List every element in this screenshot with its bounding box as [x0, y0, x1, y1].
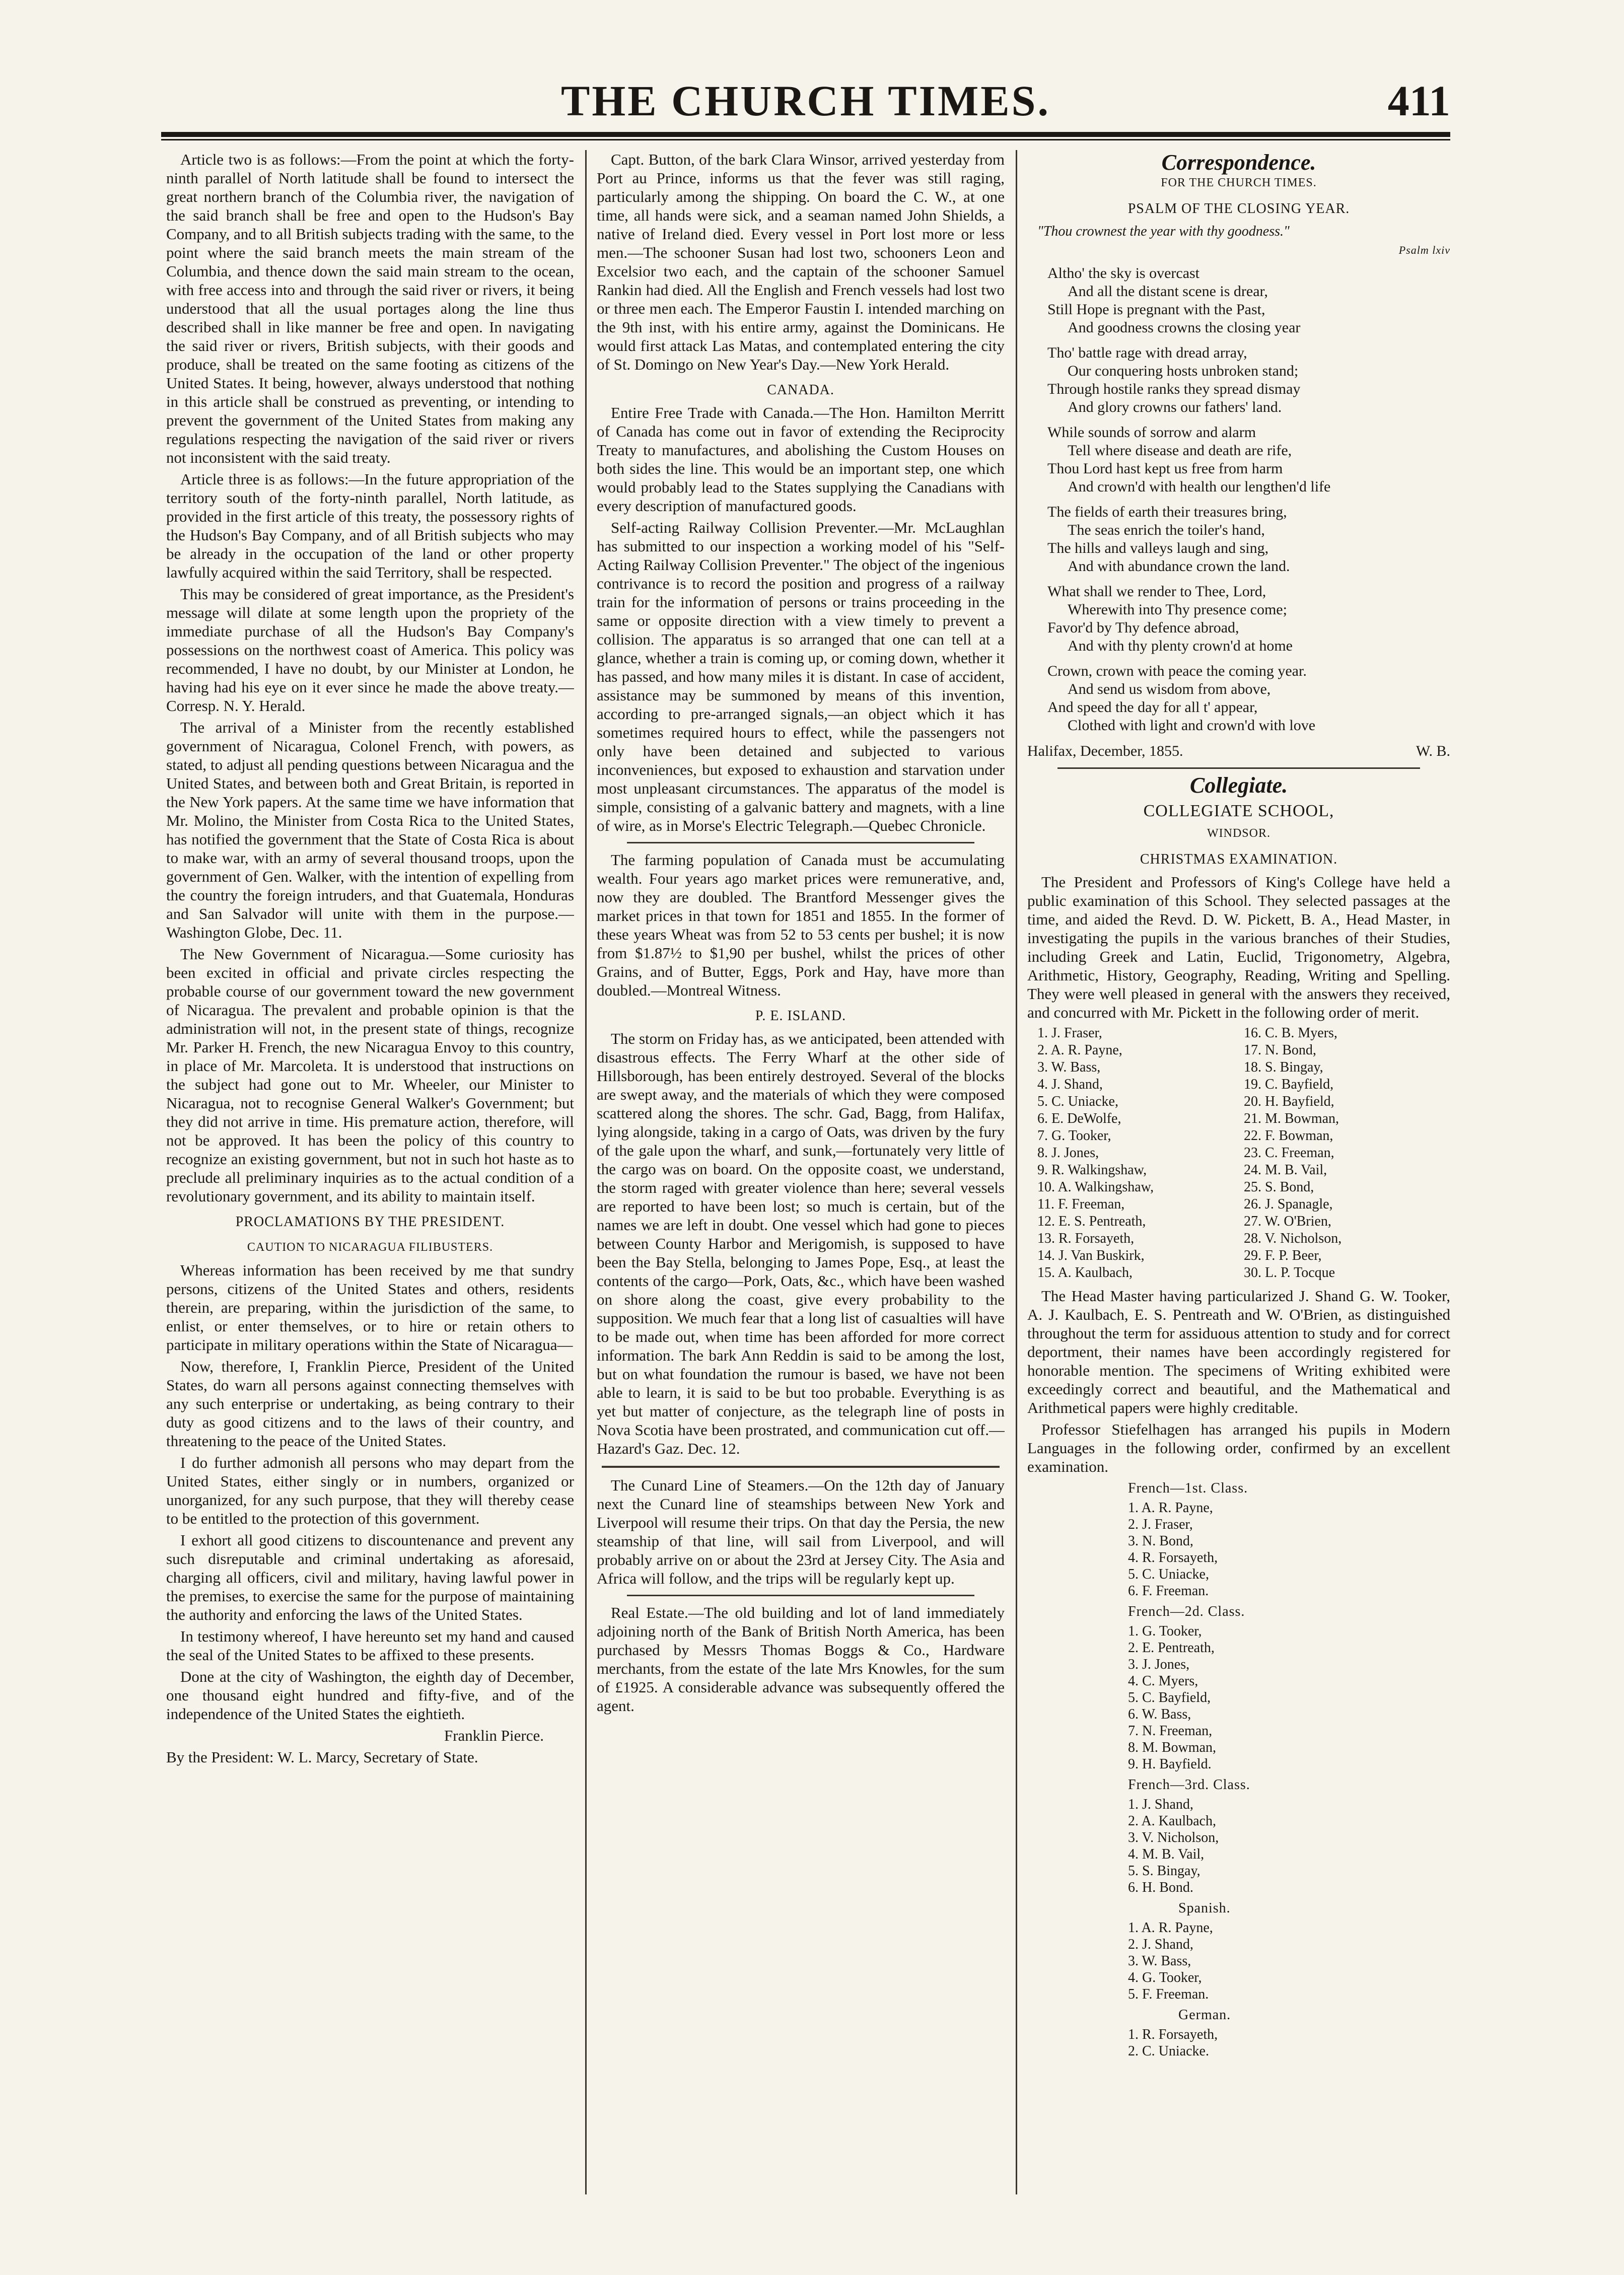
article-paragraph: Whereas information has been received by me that sundry persons, citizens of the United States and others, residents therein, are preparing, within the jurisdiction of the same, to enlist, or enter themselves, or to hire or retain others to participate in military operations within the State of Nicaragua—	[166, 1261, 574, 1354]
page-number: 411	[1387, 77, 1450, 125]
class-list	[1128, 1623, 1450, 1772]
poem-line: Tho' battle rage with dread array,	[1047, 344, 1247, 361]
poem-line: The fields of earth their treasures bring,	[1047, 504, 1287, 520]
article-paragraph: Self-acting Railway Collision Preventer.—Mr. McLaughlan has submitted to our inspection a working model of his "Self-Acting Railway Collision Preventer." The object of the ingenious contrivance is to record the position and progress of a railway train for the information of persons or trains proceeding in the same or opposite direction with a view timely to prevent a collision. The apparatus is so arranged that one can tell at a glance, whether a train is coming up, or coming down, whether it has passed, and how many miles it is distant. In case of accident, assistance may be summoned by means of this invention, according to pre-arranged signals,—an object which it has sometimes required hours to effect, while the passengers not only have been detained and subjected to various inconveniences, but exposed to exhaustion and starvation under most unpleasant circumstances. The apparatus of the model is simple, consisting of a galvanic battery and magnets, with a line of wire, as in Morse's Electric Telegraph.—Quebec Chronicle.	[597, 519, 1005, 834]
divider	[627, 1595, 974, 1596]
merit-entry: 19. C. Bayfield,	[1244, 1077, 1334, 1092]
article-paragraph: Done at the city of Washington, the eighth day of December, one thousand eight hundred and fifty-five, and of the independence of the United States the eightieth.	[166, 1668, 574, 1723]
class-heading: French—3rd. Class.	[1128, 1777, 1250, 1793]
merit-entry: 3. W. Bass,	[1037, 1059, 1101, 1075]
article-paragraph: Professor Stiefelhagen has arranged his pupils in Modern Languages in the following order, confirmed by an excellent examination.	[1027, 1420, 1450, 1475]
class-entry: 2. J. Shand,	[1128, 1937, 1193, 1952]
column-3	[1027, 150, 1450, 2205]
merit-entry: 24. M. B. Vail,	[1244, 1162, 1327, 1178]
poem-epigraph	[1037, 222, 1450, 259]
merit-list	[1037, 1025, 1450, 1282]
class-entry: 2. C. Uniacke.	[1128, 2043, 1209, 2059]
class-entry: 1. J. Shand,	[1128, 1797, 1193, 1812]
poem-line: And with thy plenty crown'd at home	[1068, 637, 1293, 654]
poem-line: While sounds of sorrow and alarm	[1047, 424, 1256, 441]
class-entry: 5. S. Bingay,	[1128, 1863, 1201, 1879]
poem-line: And send us wisdom from above,	[1068, 681, 1271, 697]
merit-entry: 7. G. Tooker,	[1037, 1128, 1111, 1144]
masthead-rule-thin	[161, 139, 1450, 140]
poem-title: PSALM OF THE CLOSING YEAR.	[1127, 201, 1350, 217]
poem-line: The seas enrich the toiler's hand,	[1068, 522, 1265, 538]
poem-line: Still Hope is pregnant with the Past,	[1047, 301, 1265, 318]
article-paragraph: The President and Professors of King's College have held a public examination of this School. They selected passages at the time, and aided the Revd. D. W. Pickett, B. A., Head Master, in investigating the pupils in the various branches of their Studies, including Greek and Latin, Euclid, Trigonometry, Algebra, Arithmetic, History, Geography, Reading, Writing and Spelling. They were well pleased in general with the answers they received, and concurred with Mr. Pickett in the following order of merit.	[1027, 873, 1450, 1021]
class-entry: 1. A. R. Payne,	[1128, 1920, 1213, 1936]
merit-entry: 2. A. R. Payne,	[1037, 1042, 1122, 1058]
merit-entry: 12. E. S. Pentreath,	[1037, 1214, 1146, 1229]
class-entry: 9. H. Bayfield.	[1128, 1756, 1212, 1772]
class-entry: 6. H. Bond.	[1128, 1880, 1193, 1895]
class-list	[1128, 2026, 1450, 2059]
class-entry: 4. R. Forsayeth,	[1128, 1550, 1218, 1566]
column-2	[597, 150, 1005, 2205]
signature-name: Franklin Pierce.	[444, 1727, 544, 1744]
article-paragraph: The Head Master having particularized J. Shand G. W. Tooker, A. J. Kaulbach, E. S. Pentreath and W. O'Brien, as distinguished throughout the term for assiduous attention to study and for correct deportment, their names have been accordingly registered for honorable mention. The specimens of Writing exhibited were exceedingly correct and beautiful, and the Mathematical and Arithmetical papers were highly creditable.	[1027, 1287, 1450, 1416]
newspaper-title: THE CHURCH TIMES.	[561, 77, 1050, 125]
epigraph-text: "Thou crownest the year with thy goodness."	[1037, 224, 1290, 239]
section-title-correspondence: Correspondence.	[1161, 150, 1316, 175]
divider	[627, 842, 974, 843]
merit-entry: 4. J. Shand,	[1037, 1077, 1103, 1092]
article-paragraph: Now, therefore, I, Franklin Pierce, President of the United States, do warn all persons against connecting themselves with any such enterprise or undertaking, as being contrary to their duty as good citizens and to the laws of their country, and threatening to the peace of the United States.	[166, 1358, 574, 1450]
section-subheading: CAUTION TO NICARAGUA FILIBUSTERS.	[247, 1241, 493, 1254]
class-entry: 5. C. Bayfield,	[1128, 1690, 1211, 1705]
article-paragraph: Real Estate.—The old building and lot of land immediately adjoining north of the Bank of British North America, has been purchased by Messrs Thomas Boggs & Co., Hardware merchants, from the estate of the late Mrs Knowles, for the sum of £1925. A considerable advance was subsequently offered the agent.	[597, 1604, 1005, 1715]
class-entry: 2. E. Pentreath,	[1128, 1640, 1215, 1656]
class-heading: Spanish.	[1178, 1900, 1231, 1916]
poem-line: And with abundance crown the land.	[1068, 558, 1290, 575]
poem-line: Through hostile ranks they spread dismay	[1047, 381, 1301, 397]
article-paragraph: The storm on Friday has, as we anticipated, been attended with disastrous effects. The Ferry Wharf at the other side of Hillsborough, has been entirely destroyed. Several of the blocks are swept away, and the materials of which they were composed scattered along the shores. The schr. Gad, Bagg, from Halifax, lying alongside, taking in a cargo of Oats, was driven by the fury of the gale upon the wharf, and sunk,—fortunately very little of the cargo was on board. On the opposite coast, we understand, the storm raged with greater violence than here; several vessels are reported to have been lost; so much is certain, but of the names we are left in doubt. One vessel which had gone to pieces between County Harbor and Merigomish, is supposed to have been the Bay Stella, belonging to James Pope, Esq., at least the contents of the cargo—Pork, Oats, &c., which have been washed on shore along the coast, give every probability to the supposition. We much fear that a long list of casualties will have to be made out, when time has been afforded for more correct information. The bark Ann Reddin is said to be among the lost, but on what foundation the rumour is based, we have not been able to learn, it is said to be but too probable. Everything is as yet but matter of conjecture, as the telegraph line of posts in Nova Scotia have been prostrated, and communication cut off.—Hazard's Gaz. Dec. 12.	[597, 1030, 1005, 1457]
poem-line: Altho' the sky is overcast	[1047, 265, 1200, 281]
poem-line: And goodness crowns the closing year	[1068, 319, 1301, 336]
merit-entry: 1. J. Fraser,	[1037, 1025, 1102, 1041]
class-list	[1128, 1919, 1450, 2003]
article-paragraph: Capt. Button, of the bark Clara Winsor, arrived yesterday from Port au Prince, informs us that the fever was still raging, particularly among the shipping. On board the C. W., at one time, all hands were sick, and a seaman named John Shields, a native of Ireland died. Every vessel in Port lost more or less men.—The schooner Susan had lost two, schooners Leon and Excelsior two each, and the captain of the schooner Samuel Rankin had died. All the English and French vessels had lost two or three men each. The Emperor Faustin I. intended marching on the 9th inst, with his entire army, against the Dominicans. He would first attack Las Matas, and contemplated entering the city of St. Domingo on New Year's Day.—New York Herald.	[597, 151, 1005, 373]
article-paragraph: Article three is as follows:—In the future appropriation of the territory south of the forty-ninth parallel, North latitude, as provided in the first article of this treaty, the possessory rights of the Hudson's Bay Company, and of all British subjects who may be already in the occupation of the land or other property lawfully acquired within the said Territory, shall be respected.	[166, 470, 574, 581]
section-title-collegiate: Collegiate.	[1189, 773, 1288, 798]
merit-entry: 27. W. O'Brien,	[1244, 1214, 1331, 1229]
merit-entry: 26. J. Spanagle,	[1244, 1196, 1333, 1212]
article-paragraph: This may be considered of great importance, as the President's message will dilate at some length upon the propriety of the immediate purchase of all the Hudson's Bay Company's possessions on the northwest coast of America. This policy was recommended, I have no doubt, by our Minister at London, he having had his eye on it ever since he made the above treaty.—Corresp. N. Y. Herald.	[166, 585, 574, 715]
class-entry: 7. N. Freeman,	[1128, 1723, 1213, 1739]
masthead	[161, 76, 1450, 131]
merit-entry: 17. N. Bond,	[1244, 1042, 1316, 1058]
article-paragraph: Article two is as follows:—From the point at which the forty-ninth parallel of North latitude shall be found to intersect the great northern branch of the Columbia river, the navigation of the said branch shall be free and open to the Hudson's Bay Company, and to all British subjects trading with the same, to the point where the said branch meets the main stream of the Columbia, and thence down the said main stream to the ocean, with free access into and through the said river or rivers, it being understood that all the usual portages along the line thus described shall in like manner be free and open. In navigating the said river or rivers, British subjects, with their goods and produce, shall be treated on the same footing as citizens of the United States. It being, however, always understood that nothing in this article shall be construed as preventing, or intending to prevent the government of the United States from making any regulations respecting the navigation of the said river or rivers not inconsistent with the said treaty.	[166, 151, 574, 466]
class-entry: 6. W. Bass,	[1128, 1707, 1191, 1722]
class-entry: 4. G. Tooker,	[1128, 1970, 1202, 1985]
class-heading: German.	[1178, 2007, 1231, 2023]
article-paragraph: The arrival of a Minister from the recently established government of Nicaragua, Colonel French, with powers, as stated, to adjust all pending questions between Nicaragua and the United States, and between both and Great Britain, is reported in the New York papers. At the same time we have information that Mr. Molino, the Minister from Costa Rica to the United States, has notified the government that the State of Costa Rica is about to make war, with an army of several thousand troops, upon the government of Gen. Walker, with the intention of expelling from the country the foreign intruders, and that Guatemala, Honduras and San Salvador will unite with them in the purpose.—Washington Globe, Dec. 11.	[166, 719, 574, 941]
merit-entry: 6. E. DeWolfe,	[1037, 1111, 1121, 1126]
class-entry: 4. C. Myers,	[1128, 1673, 1198, 1689]
merit-entry: 10. A. Walkingshaw,	[1037, 1179, 1154, 1195]
poem-line: Thou Lord hast kept us free from harm	[1047, 460, 1283, 477]
merit-entry: 14. J. Van Buskirk,	[1037, 1248, 1145, 1263]
divider	[1057, 767, 1420, 769]
article-paragraph: Entire Free Trade with Canada.—The Hon. Hamilton Merritt of Canada has come out in favor of extending the Reciprocity Treaty to manufactures, and abolishing the Custom Houses on both sides the line. This would be an important step, one which would probably lead to the States supplying the Canadians with every description of manufactured goods.	[597, 404, 1005, 515]
poem-line: And all the distant scene is drear,	[1068, 283, 1268, 300]
class-entry: 2. J. Fraser,	[1128, 1517, 1193, 1532]
merit-entry: 22. F. Bowman,	[1244, 1128, 1333, 1144]
class-entry: 5. F. Freeman.	[1128, 1986, 1209, 2002]
epigraph-reference: Psalm lxiv	[1398, 244, 1450, 256]
poem-line: And glory crowns our fathers' land.	[1068, 399, 1282, 415]
poem-line: Clothed with light and crown'd with love	[1068, 717, 1316, 734]
merit-entry: 20. H. Bayfield,	[1244, 1094, 1334, 1109]
school-heading: COLLEGIATE SCHOOL,	[1143, 802, 1334, 820]
class-entry: 1. R. Forsayeth,	[1128, 2027, 1218, 2042]
school-place: WINDSOR.	[1207, 827, 1270, 840]
class-heading: French—2d. Class.	[1128, 1604, 1245, 1619]
class-heading: French—1st. Class.	[1128, 1480, 1248, 1496]
divider	[602, 1466, 1000, 1468]
section-heading-pei: P. E. ISLAND.	[755, 1008, 846, 1024]
merit-entry: 23. C. Freeman,	[1244, 1145, 1334, 1161]
class-entry: 3. J. Jones,	[1128, 1657, 1190, 1672]
merit-entry: 25. S. Bond,	[1244, 1179, 1314, 1195]
article-paragraph: In testimony whereof, I have hereunto set my hand and caused the seal of the United States to be affixed to these presents.	[166, 1627, 574, 1664]
class-entry: 4. M. B. Vail,	[1128, 1846, 1205, 1862]
byline: FOR THE CHURCH TIMES.	[1161, 176, 1317, 189]
class-entry: 3. W. Bass,	[1128, 1953, 1191, 1969]
merit-entry: 5. C. Uniacke,	[1037, 1094, 1118, 1109]
article-paragraph: I exhort all good citizens to discountenance and prevent any such disreputable and criminal undertaking as aforesaid, charging all officers, civil and military, having lawful power in the premises, to exercise the same for the purpose of maintaining the authority and enforcing the laws of the United States.	[166, 1531, 574, 1623]
merit-entry: 21. M. Bowman,	[1244, 1111, 1339, 1126]
column-1	[166, 150, 574, 2205]
article-paragraph: I do further admonish all persons who may depart from the United States, either singly or in numbers, organized or unorganized, for any such purpose, that they will thereby cease to be entitled to the protection of this government.	[166, 1454, 574, 1527]
poem-line: The hills and valleys laugh and sing,	[1047, 540, 1269, 556]
section-heading: PROCLAMATIONS BY THE PRESIDENT.	[235, 1214, 505, 1230]
merit-entry: 15. A. Kaulbach,	[1037, 1265, 1133, 1281]
merit-entry: 9. R. Walkingshaw,	[1037, 1162, 1147, 1178]
exam-heading: CHRISTMAS EXAMINATION.	[1140, 851, 1338, 867]
merit-entry: 11. F. Freeman,	[1037, 1196, 1125, 1212]
column-divider	[585, 150, 587, 2194]
merit-entry: 13. R. Forsayeth,	[1037, 1231, 1135, 1246]
class-entry: 3. N. Bond,	[1128, 1533, 1193, 1549]
merit-entry: 8. J. Jones,	[1037, 1145, 1099, 1161]
poem	[1047, 264, 1450, 735]
class-entry: 3. V. Nicholson,	[1128, 1830, 1219, 1845]
article-paragraph: The farming population of Canada must be accumulating wealth. Four years ago market prices were remunerative, and, now they are doubled. The Brantford Messenger gives the market prices in that town for 1851 and 1855. In the former of these years Wheat was from 52 to 53 cents per bushel; it is now from $1.87½ to $1,90 per bushel, whilst the prices of other Grains, and of Butter, Eggs, Pork and Hay, have more than doubled.—Montreal Witness.	[597, 851, 1005, 999]
class-entry: 1. G. Tooker,	[1128, 1623, 1202, 1639]
poem-line: Our conquering hosts unbroken stand;	[1068, 363, 1299, 379]
poem-line: And crown'd with health our lengthen'd life	[1068, 478, 1331, 495]
signature-line: By the President: W. L. Marcy, Secretary of State.	[166, 1748, 478, 1766]
merit-entry: 28. V. Nicholson,	[1244, 1231, 1342, 1246]
poem-line: Wherewith into Thy presence come;	[1068, 601, 1287, 618]
class-list	[1128, 1796, 1450, 1896]
merit-entry: 18. S. Bingay,	[1244, 1059, 1323, 1075]
poem-line: What shall we render to Thee, Lord,	[1047, 583, 1266, 600]
merit-entry: 30. L. P. Tocque	[1244, 1265, 1335, 1281]
class-entry: 1. A. R. Payne,	[1128, 1500, 1213, 1516]
poem-line: Crown, crown with peace the coming year.	[1047, 663, 1307, 679]
article-paragraph: The New Government of Nicaragua.—Some curiosity has been excited in official and private circles respecting the probable course of our government toward the new government of Nicaragua. The prevalent and probable opinion is that the administration will not, in the present state of things, recognize Mr. Parker H. French, the new Nicaragua Envoy to this country, in place of Mr. Marcoleta. It is understood that instructions on the subject had gone out to Mr. Wheeler, our Minister to Nicaragua, not to recognise General Walker's Government; but they did not arrive in time. His premature action, therefore, will not be approved. It has been the policy of this country to recognize an existing government, but not in such hot haste as to preclude all preliminary inquiries as to the actual condition of a revolutionary government, and its ability to maintain itself.	[166, 945, 574, 1205]
column-divider	[1016, 150, 1017, 2194]
section-heading-canada: CANADA.	[767, 382, 834, 398]
article-paragraph: The Cunard Line of Steamers.—On the 12th day of January next the Cunard line of steamships between New York and Liverpool will resume their trips. On that day the Persia, the new steamship of that line, will sail from Liverpool, and will probably arrive on or about the 23rd at Jersey City. The Asia and Africa will follow, and the trips will be regularly kept up.	[597, 1476, 1005, 1587]
class-entry: 5. C. Uniacke,	[1128, 1567, 1209, 1582]
class-list	[1128, 1500, 1450, 1599]
class-entry: 8. M. Bowman,	[1128, 1740, 1216, 1755]
merit-entry: 16. C. B. Myers,	[1244, 1025, 1337, 1041]
masthead-rule	[161, 132, 1450, 137]
class-entry: 6. F. Freeman.	[1128, 1583, 1209, 1599]
poem-line: Favor'd by Thy defence abroad,	[1047, 619, 1239, 636]
poem-initials: W. B.	[1416, 743, 1450, 759]
poem-signature	[1027, 742, 1450, 760]
poem-line: And speed the day for all t' appear,	[1047, 699, 1258, 716]
poem-line: Tell where disease and death are rife,	[1068, 442, 1292, 459]
merit-entry: 29. F. P. Beer,	[1244, 1248, 1322, 1263]
class-entry: 2. A. Kaulbach,	[1128, 1813, 1216, 1829]
poem-place-date: Halifax, December, 1855.	[1027, 743, 1183, 759]
